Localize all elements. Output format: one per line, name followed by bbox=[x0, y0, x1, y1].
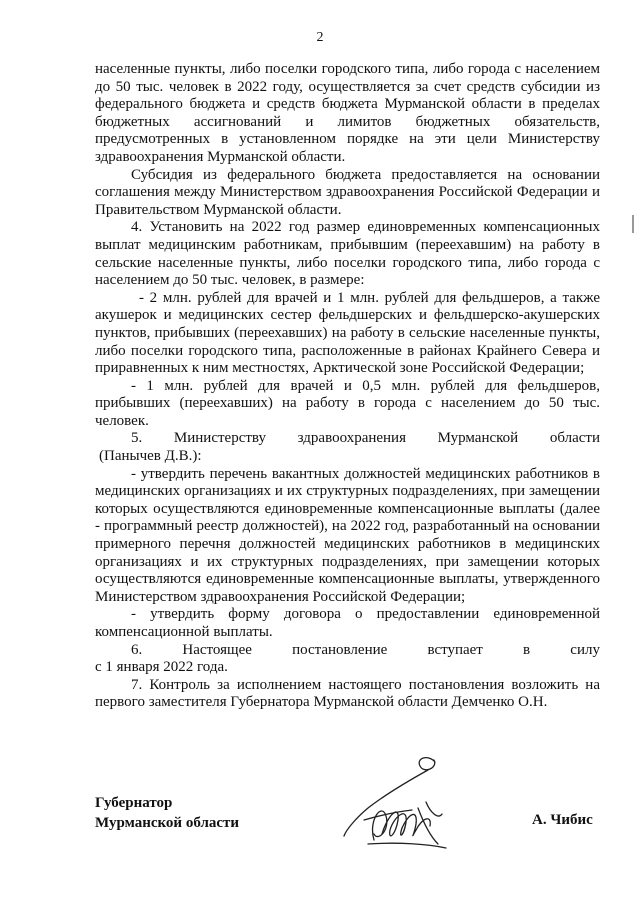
item-5-word: Мурманской bbox=[437, 430, 519, 447]
page-number: 2 bbox=[316, 30, 324, 45]
paragraph-approve-contract: - утвердить форму договора о предоставлении единовременной компенсационной выплаты. bbox=[95, 606, 600, 640]
signatory-name: А. Чибис bbox=[532, 812, 593, 828]
item-6-word: вступает bbox=[427, 641, 483, 658]
paragraph-item-6-line1 bbox=[95, 642, 600, 660]
paragraph-payment-2mln: - 2 млн. рублей для врачей и 1 млн. рублей для фельдшеров, а также акушерок и медицинских сестер фельдшерских и фельдшерско-акушерских пунктов, прибывших (переехавших) на работу в сельские населенные пункты, либо поселки городского типа, расположенные в районах Крайнего Севера и приравненных к ним местностях, Арктической зоне Российской Федерации; bbox=[95, 289, 600, 377]
document-body bbox=[95, 61, 600, 712]
item-5-word: 5. bbox=[131, 430, 143, 447]
signatory-position bbox=[95, 793, 239, 833]
paragraph-item-6-line2: с 1 января 2022 года. bbox=[95, 659, 228, 676]
paragraph-item-7: 7. Контроль за исполнением настоящего постановления возложить на первого заместителя Губернатора Мурманской области Демченко О.Н. bbox=[95, 676, 600, 711]
handwritten-signature bbox=[338, 750, 478, 860]
item-5-word: области bbox=[549, 430, 600, 447]
item-5-word: здравоохранения bbox=[297, 430, 406, 447]
paragraph-item-4: 4. Установить на 2022 год размер единовременных компенсационных выплат медицинским работникам, прибывшим (переехавшим) на работу в сельские населенные пункты, либо поселки городского типа, либо города с населением до 50 тыс. человек, в размере: bbox=[95, 219, 600, 289]
item-6-word: Настоящее bbox=[182, 641, 252, 658]
item-6-word: постановление bbox=[292, 641, 388, 658]
paragraph-subsidy-agreement: Субсидия из федерального бюджета предоставляется на основании соглашения между Министерством здравоохранения Российской Федерации и Правительством Мурманской области. bbox=[95, 166, 600, 218]
paragraph-subsidy-funding: населенные пункты, либо поселки городского типа, либо города с населением до 50 тыс. человек в 2022 году, осуществляется за счет средств субсидии из федерального бюджета и средств бюджета Мурманской области в пределах бюджетных ассигнований и лимитов бюджетных обязательств, предусмотренных в установленном порядке на эти цели Министерству здравоохранения Мурманской области. bbox=[95, 61, 600, 165]
signatory-region: Мурманской области bbox=[95, 815, 240, 831]
paragraph-item-5-line1 bbox=[95, 430, 600, 448]
signatory-title: Губернатор bbox=[95, 795, 173, 811]
item-5-word: Министерству bbox=[173, 430, 266, 447]
item-6-word: в bbox=[523, 641, 531, 658]
paragraph-approve-list: - утвердить перечень вакантных должностей медицинских работников в медицинских организациях и их структурных подразделениях, при замещении которых осуществляются единовременные компенсационные выплаты (далее - программный реестр должностей), на 2022 год, разработанный на основании примерного перечня должностей медицинских работников в медицинских организациях и их структурных подразделениях, при замещении которых осуществляются единовременные компенсационные выплаты, утвержденного Министерством здравоохранения Российской Федерации; bbox=[95, 465, 600, 605]
scan-edge-mark bbox=[632, 215, 634, 233]
paragraph-item-5-line2: (Панычев Д.В.): bbox=[99, 448, 202, 465]
item-6-word: 6. bbox=[131, 641, 143, 658]
paragraph-payment-1mln: - 1 млн. рублей для врачей и 0,5 млн. рублей для фельдшеров, прибывших (переехавших) на работу в города с населением до 50 тыс. человек. bbox=[95, 377, 600, 429]
item-6-word: силу bbox=[570, 641, 600, 658]
